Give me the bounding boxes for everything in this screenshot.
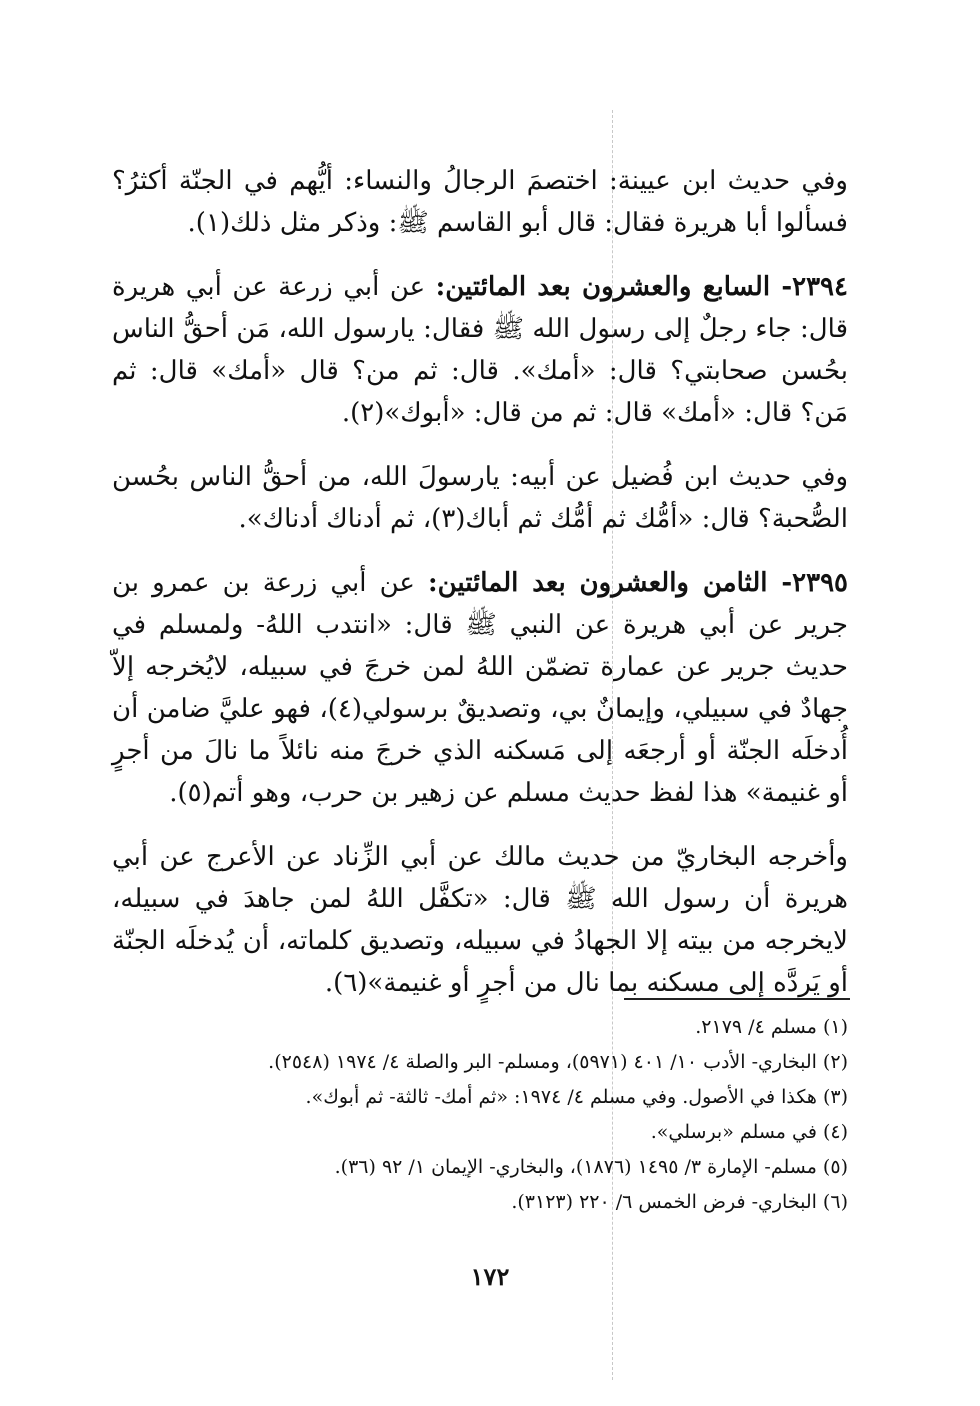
footnote-separator xyxy=(624,998,850,1000)
main-text xyxy=(112,160,848,1034)
paragraph-text: وأخرجه البخاريّ من حديث مالك عن أبي الزِّناد عن الأعرج عن أبي هريرة أن رسول الله ﷺ قال: «تكفَّل اللهُ لمن جاهدَ في سبيله، لايخرجه من بيته إلا الجهادُ في سبيله، وتصديق كلماته، أن يُدخلَه الجنّة أو يَردَّه إلى مسكنه بما نال من أجرٍ أو غنيمة»(٦). xyxy=(112,842,848,998)
paragraph-ibn-fudayl xyxy=(112,456,848,540)
hadith-number: ٢٣٩٤ xyxy=(792,272,848,302)
hadith-text: عن أبي زرعة بن عمرو بن جرير عن أبي هريرة عن النبي ﷺ قال: «انتدب اللهُ- ولمسلم في حديث جرير عن عمارة تضمّن اللهُ لمن خرجَ في سبيله، لايُخرجه إلاّ جهادٌ في سبيلي، وإيمانٌ بي، وتصديقٌ برسولي(٤)، فهو عليَّ ضامن أن أُدخلَه الجنّة أو أرجعَه إلى مَسكنه الذي خرجَ منه نائلاً ما نالَ من أجرٍ أو غنيمة» هذا لفظ حديث مسلم عن زهير بن حرب، وهو أتم(٥). xyxy=(112,568,848,808)
hadith-heading: - الثامن والعشرون بعد المائتين: xyxy=(427,568,793,598)
footnote-3: (٣) هكذا في الأصول. وفي مسلم ٤/ ١٩٧٤: «ثم أمك- ثالثة- ثم أبوك». xyxy=(305,1086,848,1108)
paragraph-ibn-uyaynah xyxy=(112,160,848,244)
page-number: ١٧٢ xyxy=(470,1262,510,1291)
footnote-4: (٤) في مسلم «برسلي». xyxy=(650,1121,848,1143)
footnote-6: (٦) البخاري- فرض الخمس ٦/ ٢٢٠ (٣١٢٣). xyxy=(511,1191,848,1213)
footnotes-list xyxy=(112,1010,848,1220)
paragraph-text: وفي حديث ابن عيينة: اختصمَ الرجالُ والنساء: أيُّهم في الجنّة أكثرُ؟ فسألوا أبا هريرة فقال: قال أبو القاسم ﷺ: وذكر مثل ذلك(١). xyxy=(112,166,848,238)
hadith-number: ٢٣٩٥ xyxy=(792,568,849,598)
paragraph-bukhari xyxy=(112,836,848,1004)
footnote-1: (١) مسلم ٤/ ٢١٧٩. xyxy=(695,1016,848,1038)
hadith-text: عن أبي زرعة عن أبي هريرة قال: جاء رجلٌ إلى رسول الله ﷺ فقال: يارسول الله، مَن أحقُّ الناس بحُسن صحابتي؟ قال: «أمك». قال: ثم من؟ قال «أمك» قال: ثم مَن؟ قال: «أمك» قال: ثم من قال: «أبوك»(٢). xyxy=(112,272,848,428)
footnote-5: (٥) مسلم- الإمارة ٣/ ١٤٩٥ (١٨٧٦)، والبخاري- الإيمان ١/ ٩٢ (٣٦). xyxy=(334,1156,848,1178)
hadith-2395 xyxy=(112,562,848,814)
hadith-heading: - السابع والعشرون بعد المائتين: xyxy=(435,272,793,302)
footnote-2: (٢) البخاري- الأدب ١٠/ ٤٠١ (٥٩٧١)، ومسلم- البر والصلة ٤/ ١٩٧٤ (٢٥٤٨). xyxy=(268,1051,848,1073)
paragraph-text: وفي حديث ابن فُضيل عن أبيه: يارسولَ الله، من أحقُّ الناس بحُسن الصُّحبة؟ قال: «أمُّك ثم أمُّك ثم أباك(٣)، ثم أدناك أدناك». xyxy=(112,462,848,534)
hadith-2394 xyxy=(112,266,848,434)
